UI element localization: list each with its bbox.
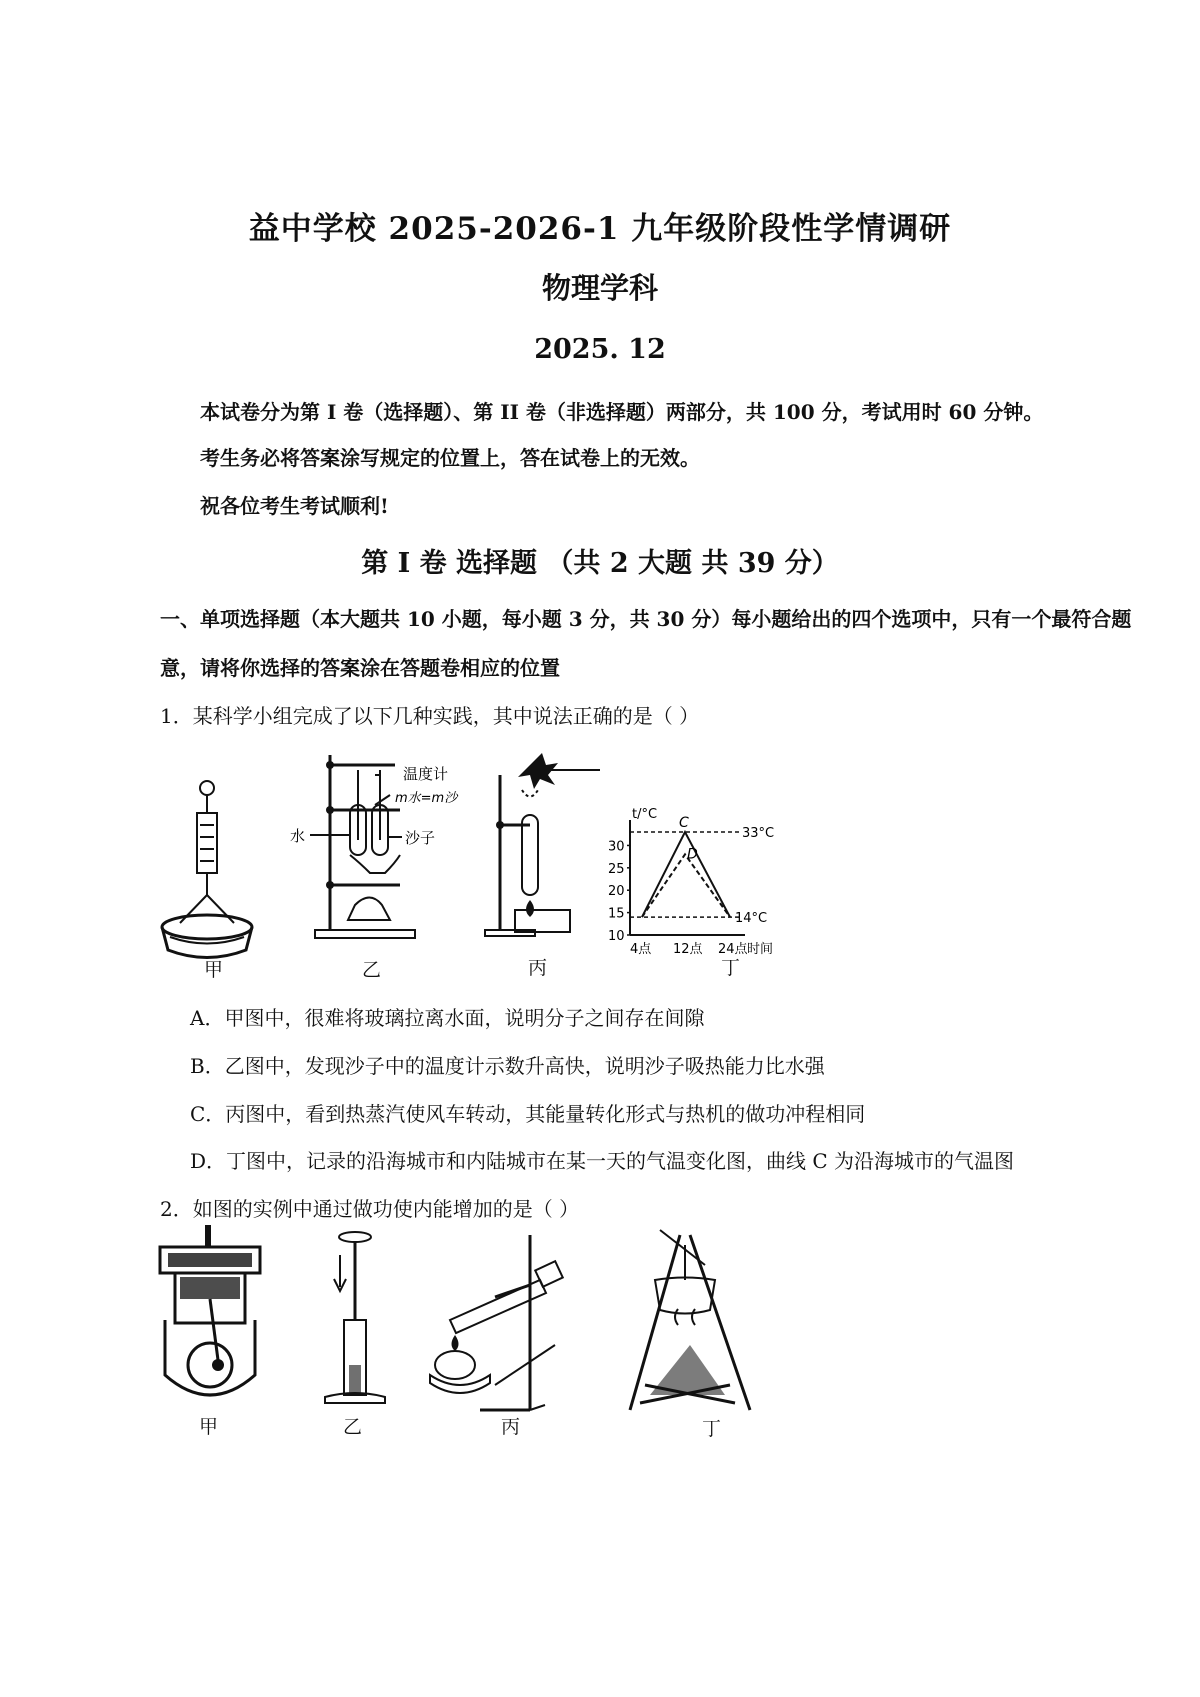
chart-y-tick: 15 — [608, 906, 625, 922]
fig-ding-temperature-chart — [608, 807, 774, 957]
chart-ylabel: t/°C — [632, 807, 658, 822]
q2-fig-label-bing: 丙 — [501, 1416, 521, 1438]
fig-bing-pinwheel — [485, 753, 600, 936]
fig-label-bing: 丙 — [528, 957, 548, 979]
chart-series-C — [642, 832, 730, 917]
section-title: 第 I 卷 选择题 （共 2 大题 共 39 分） — [361, 548, 839, 579]
chart-y-tick: 30 — [608, 839, 625, 855]
q1-option-d: D．丁图中，记录的沿海城市和内陆城市在某一天的气温变化图，曲线 C 为沿海城市的气温图 — [190, 1149, 1015, 1173]
chart-series-label-D: D — [687, 846, 698, 863]
q1-option-b: B．乙图中，发现沙子中的温度计示数升高快，说明沙子吸热能力比水强 — [190, 1054, 825, 1078]
label-water: 水 — [290, 827, 306, 845]
fig-yi-fire-syringe — [325, 1232, 385, 1403]
question-2-stem: 2．如图的实例中通过做功使内能增加的是（ ） — [160, 1197, 580, 1221]
q1-option-a: A．甲图中，很难将玻璃拉离水面，说明分子之间存在间隙 — [190, 1006, 705, 1030]
fig-label-jia: 甲 — [204, 959, 224, 981]
chart-y-tick: 20 — [608, 884, 625, 900]
fig-ding-campfire — [630, 1230, 750, 1410]
label-sand: 沙子 — [405, 829, 436, 847]
fig-label-ding: 丁 — [721, 957, 741, 979]
part-heading-cont: 意，请将你选择的答案涂在答题卷相应的位置 — [160, 656, 560, 680]
chart-series-label-C: C — [679, 815, 689, 831]
chart-series-D — [642, 854, 730, 917]
chart-y-tick: 10 — [608, 929, 625, 944]
chart-x-tick: 12点 — [673, 942, 703, 957]
q1-figures — [150, 745, 850, 985]
instruction-line: 祝各位考生考试顺利! — [200, 494, 389, 518]
q2-fig-label-ding: 丁 — [702, 1418, 722, 1440]
fig-jia-engine — [160, 1225, 260, 1395]
fig-bing-heating-tube — [430, 1235, 563, 1410]
chart-annotation-min: 14°C — [735, 911, 768, 927]
fig-label-yi: 乙 — [362, 959, 382, 981]
exam-title: 益中学校 2025-2026-1 九年级阶段性学情调研 — [248, 211, 952, 247]
subject-title: 物理学科 — [541, 271, 658, 305]
chart-x-tick: 4点 — [630, 942, 652, 957]
exam-date: 2025. 12 — [534, 334, 666, 365]
fig-yi-heating-apparatus — [290, 755, 460, 938]
chart-annotation-max: 33°C — [742, 826, 775, 841]
instruction-line: 考生务必将答案涂写规定的位置上，答在试卷上的无效。 — [200, 446, 700, 470]
question-1-stem: 1．某科学小组完成了以下几种实践，其中说法正确的是（ ） — [160, 704, 700, 728]
chart-y-tick: 25 — [608, 861, 625, 877]
q2-fig-label-yi: 乙 — [343, 1416, 363, 1438]
chart-x-tick: 24点 — [718, 942, 748, 957]
instruction-line: 本试卷分为第 I 卷（选择题）、第 II 卷（非选择题）两部分，共 100 分，考试用时 60 分钟。 — [200, 400, 1044, 424]
chart-xlabel: 时间 — [747, 942, 774, 957]
label-mass-eq: m水=m沙 — [395, 791, 458, 806]
fig-jia-spring-scale — [162, 781, 252, 958]
label-thermometer: 温度计 — [403, 765, 449, 783]
q1-option-c: C．丙图中，看到热蒸汽使风车转动，其能量转化形式与热机的做功冲程相同 — [190, 1102, 866, 1126]
q2-fig-label-jia: 甲 — [199, 1416, 219, 1438]
part-heading: 一、单项选择题（本大题共 10 小题，每小题 3 分，共 30 分）每小题给出的四个选项中，只有一个最符合题 — [160, 607, 1132, 631]
q2-figures — [150, 1225, 830, 1425]
